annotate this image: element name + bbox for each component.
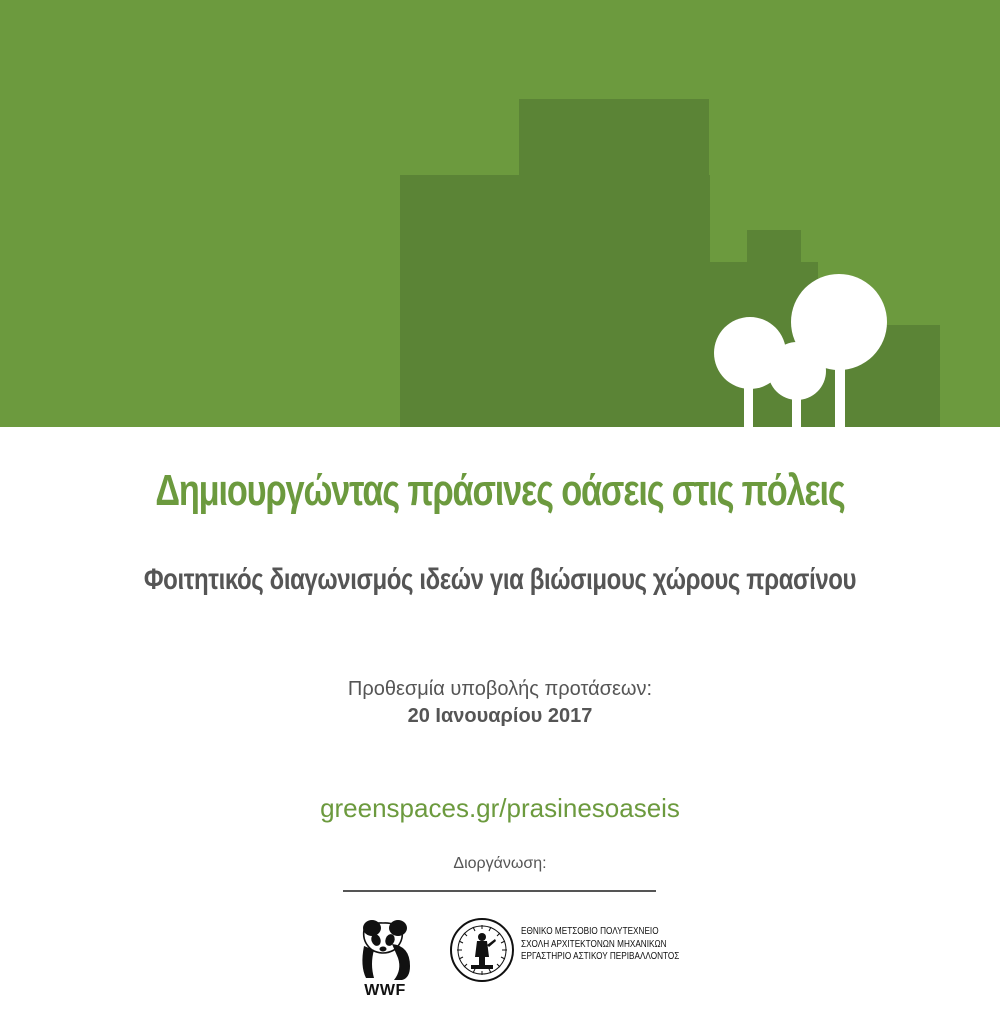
university-seal-icon <box>449 917 515 983</box>
ntua-name <box>521 926 680 964</box>
tree-crown-tall <box>791 274 887 370</box>
organizers-label: Διοργάνωση: <box>453 855 547 872</box>
deadline-label: Προθεσμία υποβολής προτάσεων: <box>347 678 653 700</box>
ntua-line: ΣΧΟΛΗ ΑΡΧΙΤΕΚΤΟΝΩΝ ΜΗΧΑΝΙΚΩΝ <box>521 938 667 950</box>
subheadline: Φοιτητικός διαγωνισμός ιδεών για βιώσιμους χώρους πρασίνου <box>143 563 857 596</box>
building-rooftop <box>747 230 801 270</box>
ntua-line: ΕΘΝΙΚΟ ΜΕΤΣΟΒΙΟ ΠΟΛΥΤΕΧΝΕΙΟ <box>521 926 659 937</box>
wwf-wordmark: WWF <box>364 982 406 999</box>
building-tall <box>519 99 709 199</box>
headline: Δημιουργώντας πράσινες οάσεις στις πόλεις <box>155 466 845 515</box>
ntua-line: ΕΡΓΑΣΤΗΡΙΟ ΑΣΤΙΚΟΥ ΠΕΡΙΒΑΛΛΟΝΤΟΣ <box>521 951 680 962</box>
building-left <box>400 175 710 427</box>
website-link[interactable]: greenspaces.gr/prasinesoaseis <box>320 793 680 823</box>
deadline-date: 20 Ιανουαρίου 2017 <box>407 705 593 727</box>
divider <box>343 890 656 892</box>
hero-banner <box>0 0 1000 427</box>
buildings <box>400 99 940 427</box>
city-illustration <box>0 0 1000 427</box>
